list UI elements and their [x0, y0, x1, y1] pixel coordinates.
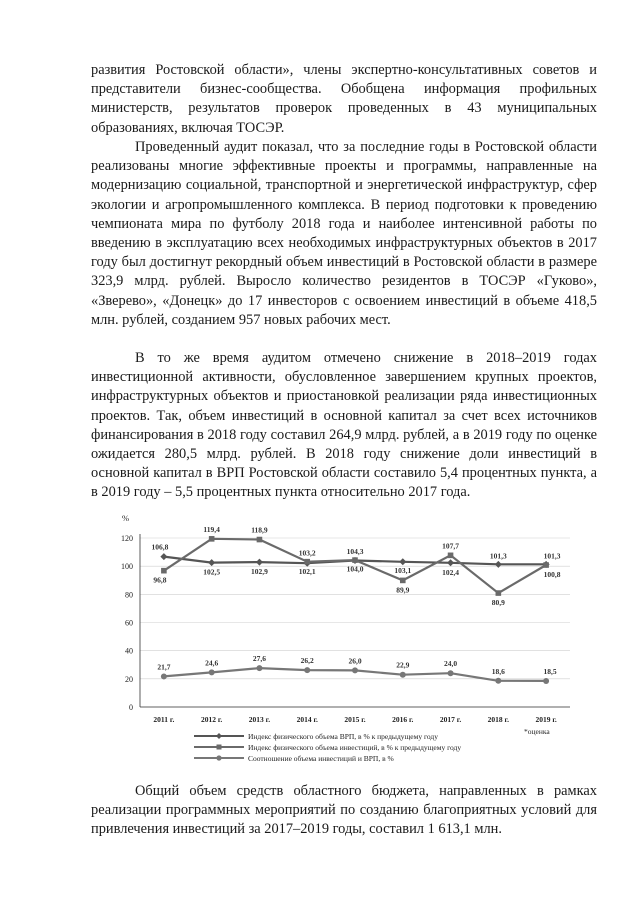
data-point: [209, 536, 215, 542]
data-label: 80,9: [491, 598, 505, 608]
data-label: 27,6: [252, 654, 267, 664]
data-point: [399, 558, 406, 565]
data-point: [496, 590, 502, 596]
legend-marker: [216, 733, 222, 739]
paragraph-2: Проведенный аудит показал, что за последние годы в Ростовской области реализованы многие эффективные проекты и программы, направленные на модернизацию социальной, транспортной и энергетической инфраструктур, сфер экологии и агропромышленного комплекса. В период подготовки к проведению чемпионата мира по футболу 2018 года и наиболее интенсивной работы по введению в эксплуатацию всех необходимых инфраструктурных объектов в 2017 году был достигнут рекордный объем инвестиций в Ростовской области в размере 323,9 млрд. рублей. Выросло количество резидентов в ТОСЭР «Гуково», «Зверево», «Донецк» до 17 инвесторов с освоением инвестиций в объеме 418,5 млн. рублей, созданием 957 новых рабочих мест.: [91, 139, 597, 328]
y-tick-label: 0: [129, 703, 133, 712]
data-point: [495, 678, 501, 684]
data-label: 26,0: [348, 656, 362, 666]
y-axis-ticks: [121, 534, 133, 712]
estimate-note: *оценка: [524, 727, 550, 736]
data-label: 103,1: [394, 565, 412, 575]
x-tick-label: 2017 г.: [439, 715, 462, 724]
data-point: [400, 672, 406, 678]
data-label: 22,9: [396, 660, 410, 670]
x-tick-label: 2019 г.: [535, 715, 557, 724]
legend-label: Индекс физического объема инвестиций, в % к предыдущему году: [248, 743, 462, 752]
data-label: 21,7: [157, 662, 171, 672]
data-label: 24,0: [443, 659, 458, 669]
x-tick-label: 2016 г.: [392, 715, 414, 724]
data-point: [256, 559, 263, 566]
data-point: [256, 665, 262, 671]
data-point: [495, 561, 502, 568]
data-point: [257, 537, 263, 543]
legend-marker: [217, 745, 222, 750]
series-3: [157, 654, 557, 684]
data-label: 119,4: [203, 524, 220, 534]
data-label: 26,2: [300, 656, 314, 666]
data-label: 106,8: [151, 542, 169, 552]
x-tick-label: 2015 г.: [344, 715, 366, 724]
y-tick-label: 40: [125, 646, 133, 656]
y-tick-label: 60: [125, 618, 133, 628]
y-tick-label: 20: [125, 674, 133, 684]
legend-label: Индекс физического объема ВРП, в % к предыдущему году: [248, 732, 438, 741]
data-label: 96,8: [153, 575, 167, 585]
data-label: 104,3: [346, 547, 364, 557]
data-label: 102,1: [298, 567, 316, 577]
x-tick-label: 2012 г.: [201, 715, 223, 724]
paragraph-3: В то же время аудитом отмечено снижение в 2018–2019 годах инвестиционной активности, обусловленное завершением крупных проектов, инфраструктурных объектов и приостановкой реализации ряда инвестиционных проектов. Так, объем инвестиций в основной капитал за счет всех источников финансирования в 2018 году составил 264,9 млрд. рублей, а в 2019 году по оценке ожидается 280,5 млрд. рублей. В 2018 году снижение доли инвестиций в основной капитал в ВРП Ростовской области составило 5,4 процентных пункта, а в 2019 году – 5,5 процентных пункта относительно 2017 года.: [91, 350, 597, 501]
data-label: 18,6: [491, 666, 505, 676]
data-point: [208, 559, 215, 566]
data-label: 107,7: [442, 541, 459, 551]
y-tick-label: 80: [125, 590, 133, 600]
data-label: 101,3: [543, 551, 561, 561]
data-point: [400, 578, 406, 584]
x-tick-label: 2014 г.: [296, 715, 318, 724]
x-axis-ticks: [153, 715, 556, 724]
data-label: 102,5: [203, 567, 221, 577]
data-point: [209, 669, 215, 675]
y-unit-label: %: [122, 513, 130, 523]
data-point: [543, 562, 549, 568]
paragraph-4: Общий объем средств областного бюджета, направленных в рамках реализации программных мероприятий по созданию благоприятных условий для привлечения инвестиций за 2017–2019 годы, составил 1 613,1 млн.: [91, 783, 597, 838]
data-point: [448, 670, 454, 676]
data-label: 89,9: [396, 585, 410, 595]
data-label: 118,9: [251, 525, 268, 535]
paragraph-1: развития Ростовской области», члены экспертно-консультативных советов и представители бизнес-сообщества. Обобщена информация профильных министерств, результатов проверок проведенных в 43 муниципальных образованиях, включая ТОСЭР.: [91, 62, 597, 136]
data-label: 100,8: [543, 570, 561, 580]
x-tick-label: 2011 г.: [153, 715, 175, 724]
data-point: [352, 557, 358, 563]
data-point: [304, 559, 310, 565]
x-tick-label: 2013 г.: [248, 715, 271, 724]
y-tick-label: 120: [121, 534, 133, 543]
data-point: [447, 559, 454, 566]
x-tick-label: 2018 г.: [487, 715, 509, 724]
data-label: 103,2: [298, 548, 316, 558]
legend-label: Соотношение объема инвестиций и ВРП, в %: [248, 754, 394, 763]
data-point: [543, 678, 549, 684]
data-point: [161, 673, 167, 679]
data-point: [352, 667, 358, 673]
investment-chart: [96, 508, 586, 770]
data-label: 101,3: [489, 551, 507, 561]
data-label: 104,0: [346, 564, 364, 574]
legend-marker: [216, 755, 221, 760]
data-point: [448, 553, 454, 559]
data-label: 102,4: [442, 567, 459, 577]
data-point: [304, 667, 310, 673]
data-label: 24,6: [205, 658, 219, 668]
data-point: [161, 568, 167, 574]
chart-series: [151, 525, 560, 684]
chart-legend: [194, 732, 461, 763]
data-label: 102,9: [251, 567, 268, 577]
y-tick-label: 100: [121, 562, 133, 572]
data-label: 18,5: [543, 666, 557, 676]
data-point: [160, 553, 167, 560]
